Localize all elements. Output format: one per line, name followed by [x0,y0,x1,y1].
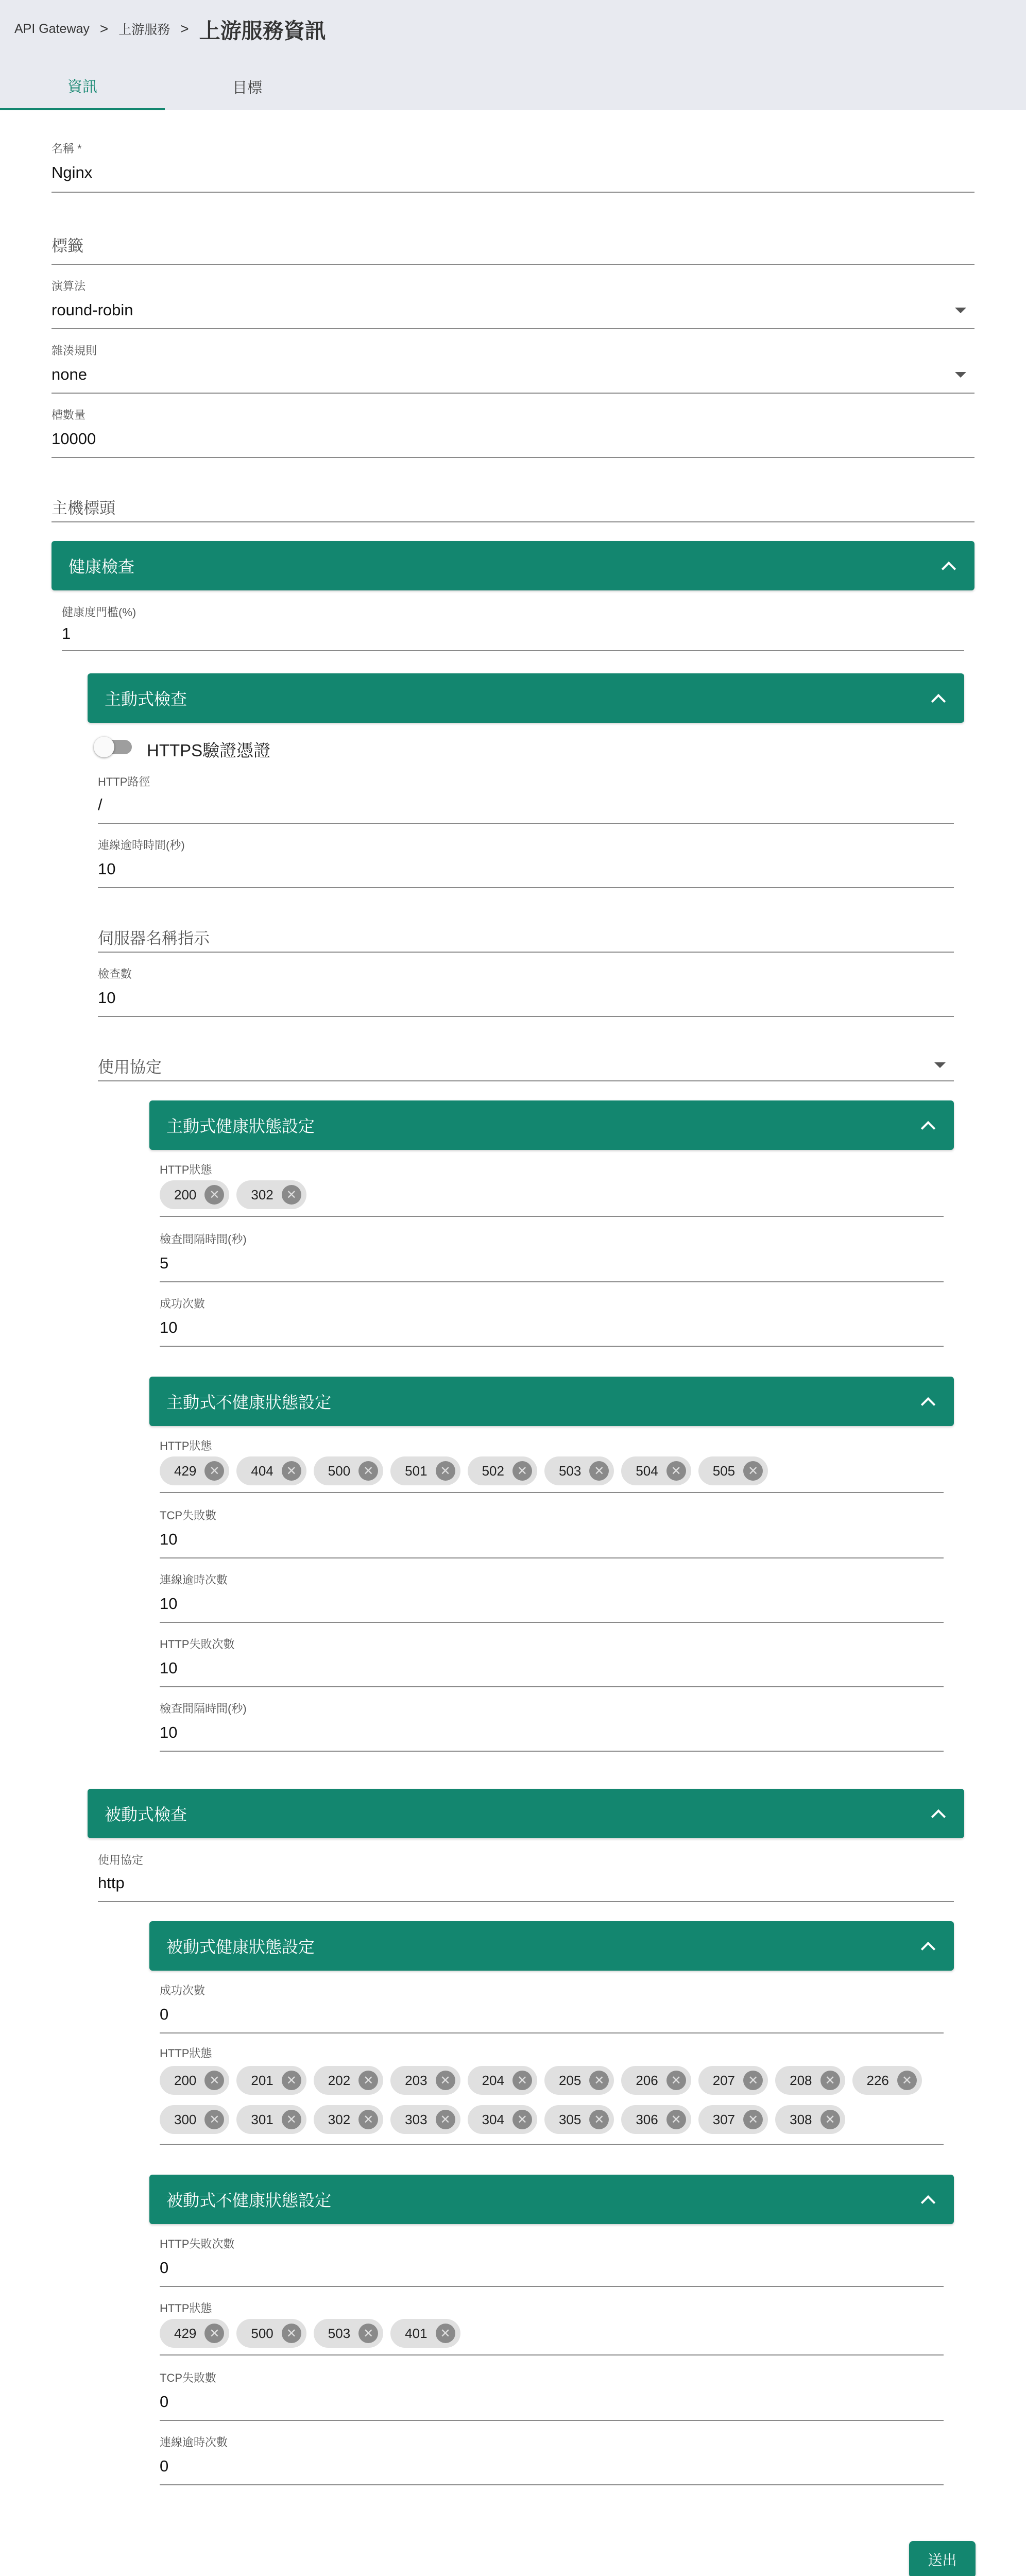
chevron-up-icon [942,562,956,576]
status-chip [468,2066,537,2095]
host-header-input[interactable] [52,490,974,522]
chip-label: 206 [636,2072,658,2088]
status-chip [775,2105,845,2134]
name-field[interactable] [52,140,974,193]
remove-chip-icon[interactable]: ✕ [204,2110,224,2129]
status-chip [390,2105,460,2134]
chip-label: 505 [712,1463,736,1479]
http-status-label: HTTP狀態 [160,1163,212,1176]
dropdown-arrow-icon [934,1062,946,1068]
active-check-title: 主動式檢查 [105,690,187,708]
remove-chip-icon[interactable]: ✕ [204,2071,224,2090]
active-protocol-placeholder: 使用協定 [98,1058,162,1076]
remove-chip-icon[interactable]: ✕ [589,2110,609,2129]
healthcheck-title: 健康檢查 [69,557,135,576]
sni-input[interactable] [98,920,954,953]
remove-chip-icon[interactable]: ✕ [358,2324,378,2343]
slots-value: 10000 [52,430,96,448]
active-protocol-select[interactable] [98,1049,954,1081]
interval-label: 檢查間隔時間(秒) [160,1233,247,1246]
chip-label: 504 [636,1463,658,1479]
algorithm-select[interactable] [52,278,974,329]
chip-label: 305 [558,2111,582,2127]
breadcrumb-upstream-services[interactable]: 上游服務 [118,23,170,37]
successes-label: 成功次數 [160,1297,206,1310]
timeouts-label: 連線逾時次數 [160,1573,228,1586]
chevron-up-icon [921,2195,935,2210]
remove-chip-icon[interactable]: ✕ [358,1461,378,1481]
passive-unhealthy-status-field[interactable] [160,2300,944,2355]
status-chip-list [160,1180,306,1209]
passive-unhealthy-panel-header[interactable] [149,2175,954,2224]
active-timeout-field[interactable] [98,837,954,888]
remove-chip-icon[interactable]: ✕ [897,2071,917,2090]
chip-label: 307 [712,2111,736,2127]
dropdown-arrow-icon [955,308,966,313]
remove-chip-icon[interactable]: ✕ [743,1461,763,1481]
remove-chip-icon[interactable]: ✕ [204,1185,224,1205]
status-chip [621,2105,691,2134]
active-timeouts-field[interactable] [160,1571,944,1623]
chip-label: 203 [405,2072,427,2088]
chip-label: 226 [866,2072,889,2088]
chevron-up-icon [921,1121,935,1136]
chip-label: 401 [405,2325,427,2341]
chip-label: 301 [251,2111,273,2127]
passive-timeouts-field[interactable] [160,2434,944,2485]
slots-label: 槽數量 [52,409,86,421]
chip-label: 303 [405,2111,427,2127]
status-chip [468,2105,537,2134]
status-chip [236,2105,306,2134]
tcp-failures-value: 10 [160,1530,178,1548]
tags-input[interactable] [52,228,974,265]
passive-check-panel-header[interactable] [88,1789,964,1838]
hash-rule-value: none [52,365,87,383]
remove-chip-icon[interactable]: ✕ [204,1461,224,1481]
tab-info[interactable]: 資訊 [0,63,165,110]
tcp-failures-label: TCP失敗數 [160,1509,217,1522]
remove-chip-icon[interactable]: ✕ [512,1461,532,1481]
remove-chip-icon[interactable]: ✕ [436,2110,455,2129]
chip-label: 404 [251,1463,273,1479]
remove-chip-icon[interactable]: ✕ [666,1461,686,1481]
chip-label: 429 [174,1463,197,1479]
dropdown-arrow-icon [955,372,966,378]
chip-label: 207 [712,2072,736,2088]
hash-rule-select[interactable] [52,342,974,394]
status-chip [314,2105,383,2134]
chip-label: 500 [251,2325,273,2341]
passive-tcp-failures-field[interactable] [160,2369,944,2421]
healthcheck-panel-header[interactable] [52,541,974,590]
status-chip [698,2066,768,2095]
chip-label: 502 [482,1463,504,1479]
breadcrumb-separator: > [99,21,109,37]
http-path-field[interactable] [98,773,954,824]
status-chip [390,2319,460,2348]
remove-chip-icon[interactable]: ✕ [589,2071,609,2090]
http-failures-label: HTTP失敗次數 [160,1638,235,1651]
name-value: Nginx [52,163,93,181]
tab-bar [0,63,1026,110]
health-threshold-field[interactable] [62,604,964,651]
tcp-failures-label: TCP失敗數 [160,2371,217,2384]
remove-chip-icon[interactable]: ✕ [282,2324,301,2343]
remove-chip-icon[interactable]: ✕ [666,2071,686,2090]
breadcrumb-separator: > [180,21,189,37]
active-timeout-value: 10 [98,860,116,878]
status-chip [390,2066,460,2095]
chip-label: 200 [174,2072,197,2088]
remove-chip-icon[interactable]: ✕ [820,2071,840,2090]
status-chip [236,2319,306,2348]
chip-label: 205 [558,2072,582,2088]
status-chip [314,1456,383,1485]
chip-label: 302 [328,2111,351,2127]
remove-chip-icon[interactable]: ✕ [436,2324,455,2343]
active-healthy-title: 主動式健康狀態設定 [166,1117,315,1136]
breadcrumb [14,15,326,42]
chip-label: 204 [482,2072,504,2088]
active-timeout-label: 連線逾時時間(秒) [98,839,185,852]
tags-placeholder: 標籤 [52,237,83,255]
http-path-value: / [98,795,102,814]
passive-unhealthy-title: 被動式不健康狀態設定 [166,2191,332,2210]
chip-label: 503 [558,1463,582,1479]
interval-value: 10 [160,1723,178,1741]
successes-label: 成功次數 [160,1984,206,1997]
remove-chip-icon[interactable]: ✕ [512,2071,532,2090]
status-chip [160,2066,229,2095]
algorithm-value: round-robin [52,301,133,319]
chip-label: 429 [174,2325,197,2341]
chip-label: 501 [405,1463,427,1479]
concurrency-field[interactable] [98,965,954,1017]
http-status-label: HTTP狀態 [160,2047,212,2060]
status-chip [698,1456,768,1485]
passive-healthy-panel-header[interactable] [149,1921,954,1971]
http-status-label: HTTP狀態 [160,2302,212,2315]
remove-chip-icon[interactable]: ✕ [282,2071,301,2090]
submit-button[interactable]: 送出 [909,2541,976,2576]
https-verify-label: HTTPS驗證憑證 [147,741,271,760]
remove-chip-icon[interactable]: ✕ [358,2071,378,2090]
status-chip [621,2066,691,2095]
successes-value: 10 [160,1318,178,1336]
breadcrumb-api-gateway[interactable]: API Gateway [14,21,90,36]
remove-chip-icon[interactable]: ✕ [436,2071,455,2090]
chip-label: 306 [636,2111,658,2127]
passive-healthy-title: 被動式健康狀態設定 [166,1938,315,1956]
chevron-up-icon [921,1942,935,1956]
timeouts-value: 0 [160,2457,169,2475]
protocol-value: http [98,1874,125,1892]
status-chip [236,1456,306,1485]
active-healthy-interval-field[interactable] [160,1231,944,1282]
status-chip [544,1456,614,1485]
status-chip [160,2105,229,2134]
https-verify-toggle[interactable] [94,730,310,764]
chip-label: 202 [328,2072,351,2088]
chip-label: 300 [174,2111,197,2127]
successes-value: 0 [160,2005,169,2023]
http-failures-value: 10 [160,1659,178,1677]
timeouts-value: 10 [160,1595,178,1613]
remove-chip-icon[interactable]: ✕ [282,1185,301,1205]
host-header-placeholder: 主機標頭 [52,499,115,517]
passive-protocol-field[interactable] [98,1852,954,1902]
http-path-label: HTTP路徑 [98,775,150,788]
slots-field[interactable] [52,406,974,458]
health-threshold-value: 1 [62,624,71,642]
status-chip-list [160,2066,944,2134]
chip-label: 308 [790,2111,812,2127]
active-unhealthy-status-field[interactable] [160,1437,944,1493]
remove-chip-icon[interactable]: ✕ [282,1461,301,1481]
page-header [0,0,1026,57]
concurrency-label: 檢查數 [98,968,132,980]
status-chip [468,1456,537,1485]
passive-healthy-status-field[interactable] [160,2045,944,2145]
remove-chip-icon[interactable]: ✕ [204,2324,224,2343]
status-chip [160,1180,229,1209]
remove-chip-icon[interactable]: ✕ [436,1461,455,1481]
http-status-label: HTTP狀態 [160,1439,212,1452]
active-unhealthy-title: 主動式不健康狀態設定 [166,1393,332,1412]
interval-value: 5 [160,1254,169,1272]
passive-http-failures-field[interactable] [160,2235,944,2287]
timeouts-label: 連線逾時次數 [160,2436,228,2449]
algorithm-label: 演算法 [52,280,86,293]
status-chip [621,1456,691,1485]
remove-chip-icon[interactable]: ✕ [666,2110,686,2129]
status-chip [544,2105,614,2134]
chip-label: 302 [251,1187,273,1202]
status-chip [160,2319,229,2348]
sni-placeholder: 伺服器名稱指示 [98,929,210,947]
page-title: 上游服務資訊 [199,19,326,43]
active-unhealthy-panel-header[interactable] [149,1377,954,1426]
status-chip [236,1180,306,1209]
remove-chip-icon[interactable]: ✕ [820,2110,840,2129]
concurrency-value: 10 [98,989,116,1007]
chevron-up-icon [921,1397,935,1412]
status-chip [160,1456,229,1485]
remove-chip-icon[interactable]: ✕ [512,2110,532,2129]
status-chip [775,2066,845,2095]
status-chip [698,2105,768,2134]
passive-check-title: 被動式檢查 [105,1805,187,1824]
tab-targets[interactable]: 目標 [232,79,262,96]
active-successes-field[interactable] [160,1295,944,1347]
tcp-failures-value: 0 [160,2393,169,2411]
health-threshold-label: 健康度門檻(%) [62,606,136,619]
passive-successes-field[interactable] [160,1982,944,2033]
active-healthy-status-field[interactable] [160,1161,944,1217]
chip-label: 503 [328,2325,351,2341]
active-http-failures-field[interactable] [160,1636,944,1687]
chip-label: 304 [482,2111,504,2127]
chevron-up-icon [931,1809,946,1824]
active-check-panel-header[interactable] [88,673,964,723]
status-chip-list [160,2319,460,2348]
http-failures-value: 0 [160,2259,169,2277]
active-tcp-failures-field[interactable] [160,1507,944,1558]
status-chip [314,2319,383,2348]
chip-label: 500 [328,1463,351,1479]
status-chip [236,2066,306,2095]
http-failures-label: HTTP失敗次數 [160,2238,235,2250]
hash-rule-label: 雜湊規則 [52,344,97,357]
remove-chip-icon[interactable]: ✕ [743,2071,763,2090]
remove-chip-icon[interactable]: ✕ [358,2110,378,2129]
active-unhealthy-interval-field[interactable] [160,1700,944,1752]
toggle-knob [94,737,114,757]
chip-label: 201 [251,2072,273,2088]
status-chip [544,2066,614,2095]
chevron-up-icon [931,694,946,708]
protocol-label: 使用協定 [98,1854,144,1867]
interval-label: 檢查間隔時間(秒) [160,1702,247,1715]
status-chip [852,2066,922,2095]
name-label: 名稱 * [52,142,82,155]
chip-label: 208 [790,2072,812,2088]
status-chip [390,1456,460,1485]
active-healthy-panel-header[interactable] [149,1100,954,1150]
chip-label: 200 [174,1187,197,1202]
status-chip [314,2066,383,2095]
upstream-form [0,110,1026,2576]
remove-chip-icon[interactable]: ✕ [282,2110,301,2129]
remove-chip-icon[interactable]: ✕ [589,1461,609,1481]
remove-chip-icon[interactable]: ✕ [743,2110,763,2129]
status-chip-list [160,1456,768,1485]
